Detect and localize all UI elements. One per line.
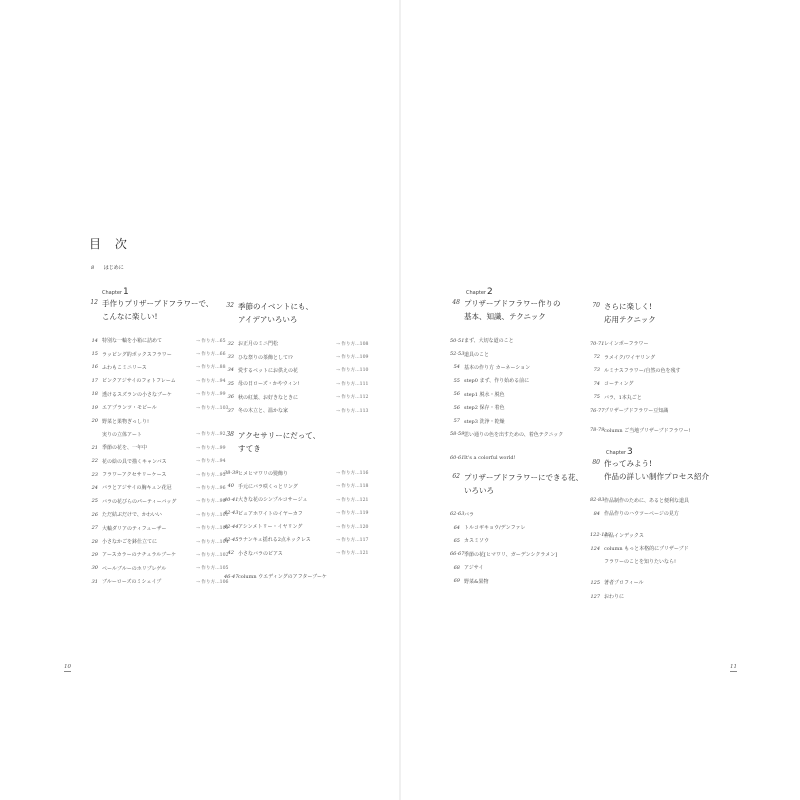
entry-page: 25: [91, 498, 98, 505]
toc-entry: [88, 495, 239, 508]
entry-label: ラッピング的ボックスフラワー: [102, 351, 172, 358]
entry-howto-ref: → 作り方…99: [196, 392, 226, 398]
entry-label: 大きな花のシンプルコサージュ: [238, 497, 308, 504]
entry-label: ヒメヒマワリの髪飾り: [238, 470, 289, 477]
entry-list: [590, 529, 730, 569]
entry-page: 22: [91, 458, 98, 465]
entry-page: 15: [91, 351, 98, 358]
toc-entry: [224, 520, 374, 533]
entry-label: アシンメトリー・イヤリング: [238, 524, 303, 531]
entry-page: 18: [91, 391, 98, 398]
toc-entry: [224, 493, 374, 506]
toc-entry: [88, 521, 239, 534]
toc-entry: [450, 361, 590, 374]
toc-entry: [88, 414, 234, 427]
entry-label: フラワーアクセサリーケース: [102, 472, 167, 479]
entry-page: 74: [593, 380, 600, 387]
entry-howto-ref: → 作り方…95: [196, 472, 226, 478]
toc-entry: [590, 555, 730, 568]
entry-label: 作品作りのハウツーページの見方: [604, 511, 679, 518]
entry-page: 40: [227, 483, 234, 490]
entry-label: ただ結ぶだけで、かわいい: [102, 512, 162, 519]
entry-label: お正月のミニ門松: [238, 341, 279, 348]
section-heading: 80 作ってみよう! 作品の詳しい制作プロセス紹介: [592, 458, 709, 481]
entry-page: 23: [91, 471, 98, 478]
entry-label: step1 脱水・脱色: [464, 391, 505, 398]
toc-entry: [590, 542, 730, 555]
entry-howto-ref: → 作り方…102: [196, 552, 229, 558]
entry-page: 50-51: [450, 337, 465, 344]
entry-label: 大輪ダリアのティフューザー: [102, 525, 167, 532]
entry-page: 84: [593, 510, 600, 517]
toc-entry: [88, 455, 234, 468]
toc-entry: [590, 494, 730, 507]
chapter-1-heading: Chapter1: [102, 287, 129, 297]
entry-label: ペールブルーのホリプレゲル: [102, 565, 167, 572]
entry-label: トルコギキョウ/デンファレ: [464, 525, 526, 532]
toc-entry: [590, 404, 730, 417]
entry-page: 54: [453, 364, 460, 371]
section-heading: 70 さらに楽しく! 応用テクニック: [592, 302, 656, 324]
entry-label: まず、大切な道のこと: [464, 338, 514, 345]
toc-entry: [224, 337, 374, 350]
toc-entry: [88, 347, 234, 360]
entry-label: レインボーフラワー: [604, 341, 649, 348]
chapter-3-heading: Chapter3: [606, 446, 633, 457]
entry-howto-ref: → 作り方…88: [196, 365, 226, 371]
entry-page: 27: [91, 525, 98, 532]
entry-page: 21: [91, 444, 98, 451]
entry-label: プリザーブドフラワー豆知識: [604, 408, 669, 415]
entry-label: step3 洗浄・乾燥: [464, 418, 505, 425]
entry-label: step0 まず、作り始める前に: [464, 378, 530, 385]
toc-entry: [88, 548, 234, 561]
entry-page: 69: [453, 578, 460, 585]
entry-list: [450, 508, 590, 588]
entry-label: 実りの立体アート: [102, 431, 142, 438]
entry-label: 野菜と果物ぎっしり!: [102, 418, 150, 425]
entry-label: 透けるスズランの小さなブーケ: [102, 391, 172, 398]
toc-entry: [450, 388, 590, 401]
entry-label: ふわもこミニリース: [102, 364, 147, 371]
entry-page: 55: [453, 377, 460, 384]
entry-howto-ref: → 作り方…118: [336, 484, 369, 490]
toc-entry: [450, 347, 590, 360]
entry-label: カスミソウ: [464, 538, 490, 545]
toc-entry: [88, 401, 234, 414]
entry-page: 42-43: [224, 510, 239, 517]
toc-entry: [224, 404, 374, 417]
entry-label: 著者プロフィール: [604, 580, 644, 587]
entry-page: 19: [91, 404, 98, 411]
toc-entry: [590, 529, 730, 542]
entry-page: 66-67: [450, 551, 465, 558]
entry-howto-ref: → 作り方…116: [336, 471, 369, 477]
entry-label: 特別な一輪を小箱に詰めて: [102, 338, 163, 345]
entry-howto-ref: → 作り方…106: [196, 579, 229, 585]
entry-howto-ref: → 作り方…94: [196, 459, 226, 465]
section-heading: 32 季節のイベントにも、 アイデアいろいろ: [226, 302, 313, 324]
entry-list: [590, 337, 730, 417]
entry-label: 愛するペットにお供えの花: [238, 367, 299, 374]
entry-label: ブルーローズのミシェイプ: [102, 579, 162, 586]
entry-page: 34: [227, 367, 234, 374]
entry-page: 29: [91, 551, 98, 558]
entry-label: コーティング: [604, 381, 634, 388]
entry-label: エアプランツ・モビール: [102, 405, 157, 412]
toc-column-3: [450, 287, 590, 588]
toc-entry: [88, 562, 234, 575]
entry-howto-ref: → 作り方…119: [336, 511, 369, 517]
entry-howto-ref: → 作り方…103: [196, 405, 229, 411]
entry-label: ラメイク/ワイヤリング: [604, 354, 656, 361]
entry-label: 冬の木立と、温かな家: [238, 408, 289, 415]
toc-entry: [224, 377, 374, 390]
toc-entry: [590, 507, 730, 520]
toc-entry: [88, 481, 234, 494]
toc-entry: [450, 548, 590, 561]
entry-howto-ref: → 作り方…65: [196, 338, 226, 344]
entry-page: 14: [91, 337, 98, 344]
toc-column-1: [88, 287, 239, 588]
entry-label: バラの花びらのパーティーバッグ: [102, 498, 177, 505]
toc-entry: [450, 561, 590, 574]
entry-label: 作品インデックス: [604, 532, 644, 539]
entry-howto-ref: → 作り方…99: [196, 445, 226, 451]
entry-label: 季節の花[ヒマワリ、ガーデンシクラメン]: [464, 551, 558, 558]
entry-howto-ref: → 作り方…113: [336, 408, 369, 414]
toc-entry: [450, 401, 590, 414]
entry-howto-ref: → 作り方…108: [336, 341, 369, 347]
toc-entry: [224, 533, 374, 546]
entry-page: 40-41: [224, 496, 239, 503]
entry-label: おわりに: [604, 593, 625, 600]
entry-page: 24: [91, 484, 98, 491]
toc-entry: [88, 575, 234, 588]
entry-howto-ref: → 作り方…105: [196, 566, 229, 572]
entry-list: [88, 334, 239, 588]
entry-page: 64: [453, 524, 460, 531]
section-heading: 62 プリザーブドフラワーにできる花、 いろいろ: [452, 472, 583, 495]
toc-entry: [590, 364, 730, 377]
entry-list: [450, 334, 590, 441]
entry-list: [224, 337, 374, 417]
entry-label: 母の日ローズ・かやウィン!: [238, 381, 300, 388]
toc-entry: [450, 428, 590, 441]
entry-page: 42-45: [224, 536, 239, 543]
toc-entry: [450, 521, 590, 534]
entry-label: バラ: [464, 511, 475, 518]
entry-page: 72: [593, 354, 600, 361]
entry-page: 56: [453, 404, 460, 411]
toc-entry: [450, 508, 590, 521]
toc-entry: [88, 361, 234, 374]
entry-page: 75: [593, 394, 600, 401]
entry-label: 季節の花を、一年中: [102, 445, 148, 452]
toc-entry: [450, 574, 590, 587]
toc-entry: [88, 468, 239, 481]
entry-label: ピュアホワイトのイヤーカフ: [238, 510, 303, 517]
entry-list: [590, 577, 730, 604]
entry-howto-ref: → 作り方…104: [196, 539, 229, 545]
entry-howto-ref: → 作り方…66: [196, 352, 226, 358]
entry-howto-ref: → 作り方…96: [196, 485, 226, 491]
entry-page: 36: [227, 394, 234, 401]
entry-label: 基本の作り方 カーネーション: [464, 364, 531, 371]
entry-page: 20: [91, 418, 98, 425]
entry-label: 道具のこと: [464, 351, 490, 358]
toc-entry: [88, 535, 239, 548]
entry-label: column もっと本格的にプリザーブド: [604, 546, 689, 553]
entry-label: 手元にバラ咲くっとリング: [238, 483, 298, 490]
entry-howto-ref: → 作り方…92: [196, 432, 226, 438]
toc-entry: [224, 547, 374, 560]
entry-page: 38-39: [224, 470, 239, 477]
entry-page: 122-123: [590, 532, 611, 539]
entry-page: 32: [227, 340, 234, 347]
toc-entry: [224, 391, 374, 404]
page-number-left: 10: [64, 664, 71, 670]
entry-page: 56: [453, 391, 460, 398]
entry-page: 76-77: [590, 407, 605, 414]
entry-label: ラナンキュ揺れる2点ネックレス: [238, 537, 311, 544]
toc-entry: [88, 508, 239, 521]
toc-entry: [224, 466, 374, 479]
toc-column-2: [224, 300, 374, 583]
entry-howto-ref: → 作り方…110: [336, 368, 369, 374]
toc-entry: [450, 334, 590, 347]
entry-label: バラとアジサイの胸キュン花冠: [102, 485, 172, 492]
entry-howto-ref: → 作り方…121: [336, 497, 369, 503]
entry-howto-ref: → 作り方…120: [336, 524, 369, 530]
entry-howto-ref: → 作り方…117: [336, 537, 369, 543]
entry-label: ひな祭りの茶飾として!?: [238, 354, 293, 361]
entry-howto-ref: → 作り方…94: [196, 378, 226, 384]
section-heading: 38 アクセサリーにだって、 すてき: [226, 431, 321, 454]
entry-page: 82-83: [590, 497, 605, 504]
entry-howto-ref: → 作り方…100: [196, 526, 229, 532]
toc-entry: [88, 334, 234, 347]
entry-page: 62-63: [450, 511, 465, 518]
entry-page: 28: [91, 538, 98, 545]
column-entry: 46-47 column ウエディングのアフターブーケ: [224, 573, 327, 581]
entry-label: アースカラーのナチュラルブーケ: [102, 552, 177, 559]
column-entry: 78-79 column ご当地プリザーブドフラワー!: [590, 427, 691, 434]
page-number-right: 11: [730, 664, 737, 670]
toc-entry: [88, 441, 234, 454]
entry-page: 65: [453, 537, 460, 544]
toc-entry: [590, 391, 730, 404]
entry-page: 35: [227, 380, 234, 387]
section-heading: 12 手作りプリザーブドフラワーで、 こんなに楽しい!: [90, 299, 214, 321]
intro-entry: [91, 264, 124, 271]
toc-entry: [224, 507, 374, 520]
entry-page: 52-53: [450, 351, 465, 358]
entry-list: [590, 494, 730, 521]
entry-page: 58-59: [450, 431, 465, 438]
toc-entry: [224, 480, 374, 493]
toc-entry: [450, 534, 590, 547]
entry-page: 16: [91, 364, 98, 371]
toc-entry: [590, 377, 730, 390]
entry-label: 作品制作のために、あると便利な道具: [604, 497, 690, 504]
entry-label: フラワーのことを知りたいなら!: [604, 559, 677, 566]
toc-title: 目 次: [89, 237, 132, 251]
entry-label: step2 保存・着色: [464, 405, 505, 412]
entry-page: 37: [227, 407, 234, 414]
toc-entry: [590, 590, 730, 603]
entry-label: 小さなかごを鉢仕立てに: [102, 539, 158, 546]
entry-page: 30: [91, 565, 98, 572]
intro-label: はじめに: [103, 265, 124, 271]
entry-howto-ref: → 作り方…121: [336, 551, 369, 557]
entry-page: 42-44: [224, 523, 239, 530]
toc-entry: [590, 337, 730, 350]
entry-page: 31: [91, 578, 98, 585]
entry-page: 68: [453, 564, 460, 571]
entry-list: [224, 466, 374, 560]
entry-page: 33: [227, 354, 234, 361]
toc-column-4: [590, 300, 730, 603]
entry-page: 42: [227, 550, 234, 557]
toc-entry: [88, 388, 234, 401]
entry-page: 125: [590, 580, 600, 587]
intro-page: 8: [91, 265, 95, 271]
entry-howto-ref: → 作り方…112: [336, 395, 369, 401]
entry-label: 野菜&果物: [464, 578, 489, 585]
entry-howto-ref: → 作り方…109: [336, 355, 369, 361]
entry-page: 26: [91, 511, 98, 518]
entry-page: 57: [453, 418, 460, 425]
toc-entry: [88, 428, 234, 441]
single-entry: 60-61 It's a colorful world!: [450, 454, 516, 461]
entry-label: ルミナスフラワー/自然の色を残す: [604, 367, 681, 374]
toc-entry: [450, 374, 590, 387]
entry-howto-ref: → 作り方…98: [196, 499, 226, 505]
entry-page: 124: [590, 545, 600, 552]
entry-label: 秋の紅葉、お好きなときに: [238, 394, 299, 401]
entry-page: 70-71: [590, 340, 605, 347]
entry-page: 73: [593, 367, 600, 374]
toc-entry: [450, 414, 590, 427]
toc-entry: [88, 374, 234, 387]
entry-label: ピンクアジサイのフォトフレーム: [102, 378, 176, 385]
section-heading: 48 プリザーブドフラワー作りの 基本、知識、テクニック: [452, 299, 561, 321]
entry-howto-ref: → 作り方…101: [196, 512, 229, 518]
book-gutter: [399, 0, 401, 800]
entry-label: バラ、1本丸ごと: [604, 394, 642, 401]
toc-entry: [590, 350, 730, 363]
entry-label: 花の絵の具で描くキャンバス: [102, 458, 167, 465]
toc-entry: [224, 350, 374, 363]
entry-label: 小さなバラのピアス: [238, 550, 283, 557]
entry-label: アジサイ: [464, 565, 484, 572]
chapter-2-heading: Chapter2: [466, 287, 493, 297]
toc-entry: [224, 364, 374, 377]
entry-howto-ref: → 作り方…111: [336, 381, 369, 387]
entry-page: 127: [590, 593, 600, 600]
entry-label: 思い通りの色を出すための、着色テクニック: [464, 431, 564, 438]
entry-page: 17: [91, 377, 98, 384]
